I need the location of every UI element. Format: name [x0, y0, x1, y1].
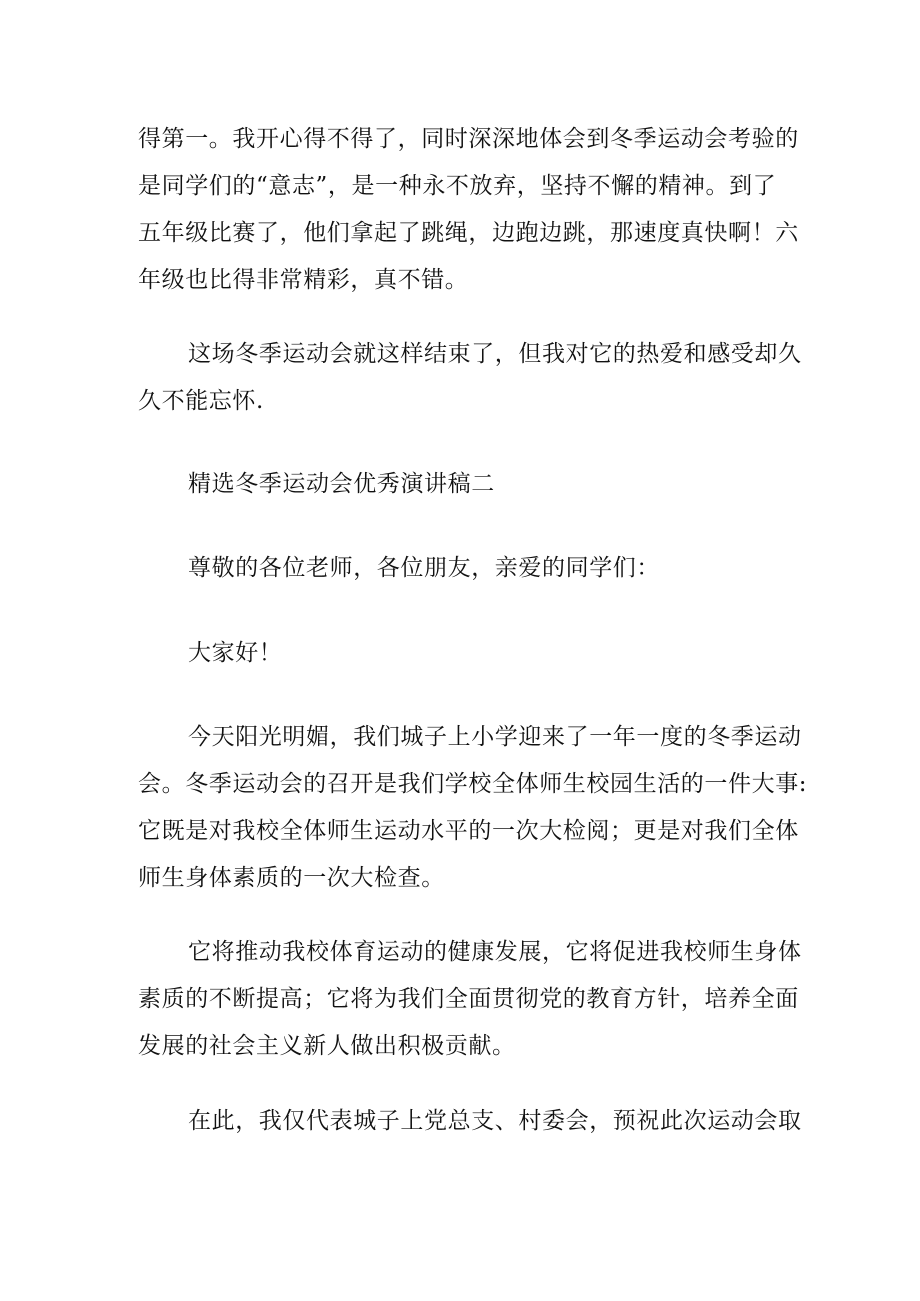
paragraph-2-line-2: 久不能忘怀. — [138, 388, 264, 414]
paragraph-4-line-2: 素质的不断提高；它将为我们全面贯彻党的教育方针，培养全面 — [138, 986, 799, 1012]
paragraph-5-line-1: 在此，我仅代表城子上党总支、村委会，预祝此次运动会取 — [188, 1108, 802, 1134]
paragraph-3-line-1: 今天阳光明媚，我们城子上小学迎来了一年一度的冬季运动 — [188, 724, 802, 750]
paragraph-3-line-3: 它既是对我校全体师生运动水平的一次大检阅；更是对我们全体 — [138, 818, 799, 844]
paragraph-1-line-1: 得第一。我开心得不得了，同时深深地体会到冬季运动会考验的 — [138, 126, 799, 152]
paragraph-3-line-2: 会。冬季运动会的召开是我们学校全体师生校园生活的一件大事: — [138, 771, 808, 797]
section-heading: 精选冬季运动会优秀演讲稿二 — [188, 471, 495, 497]
paragraph-1-line-4: 年级也比得非常精彩，真不错。 — [138, 267, 469, 293]
paragraph-2-line-1: 这场冬季运动会就这样结束了，但我对它的热爱和感受却久 — [188, 341, 802, 367]
paragraph-1-line-3: 五年级比赛了，他们拿起了跳绳，边跑边跳，那速度真快啊！六 — [138, 220, 799, 246]
paragraph-4-line-1: 它将推动我校体育运动的健康发展，它将促进我校师生身体 — [188, 939, 802, 965]
paragraph-1-line-2: 是同学们的“意志”，是一种永不放弃，坚持不懈的精神。到了 — [138, 173, 777, 199]
greeting-line: 尊敬的各位老师，各位朋友，亲爱的同学们： — [188, 555, 660, 581]
paragraph-3-line-4: 师生身体素质的一次大检查。 — [138, 865, 445, 891]
hello-line: 大家好！ — [188, 640, 283, 666]
paragraph-4-line-3: 发展的社会主义新人做出积极贡献。 — [138, 1033, 516, 1059]
